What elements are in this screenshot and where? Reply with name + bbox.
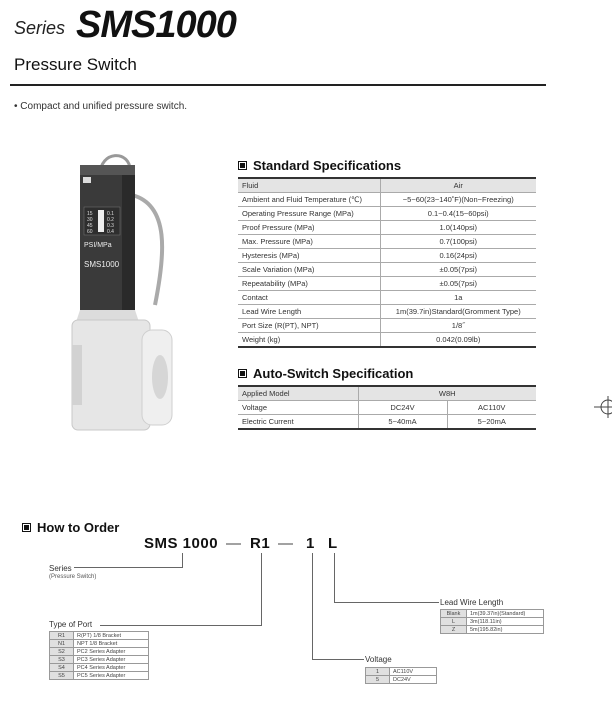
body-label: SMS1000 (84, 260, 120, 269)
table-row (238, 386, 536, 401)
standard-specs-table (238, 177, 536, 348)
spec-label: Port Size (R(PT), NPT) (238, 319, 380, 333)
table-row (366, 668, 437, 676)
code-desc: PC3 Series Adapter (74, 656, 149, 664)
code-key: S2 (50, 648, 74, 656)
series-word: Series (14, 18, 66, 38)
lead-wire-table (440, 609, 544, 634)
code-key: S4 (50, 664, 74, 672)
table-row (441, 618, 544, 626)
standard-specs-heading (238, 158, 401, 173)
auto-switch-title: Auto-Switch Specification (253, 366, 414, 381)
product-illustration (60, 145, 190, 440)
scale-value: 0.1 (107, 211, 114, 217)
table-row (238, 193, 536, 207)
code-key: Blank (441, 610, 467, 618)
spec-label: Weight (kg) (238, 333, 380, 348)
code-key: Z (441, 626, 467, 634)
table-row (238, 277, 536, 291)
code-key: 5 (366, 676, 390, 684)
unit-label: PSI/MPa (84, 242, 112, 249)
code-key: S3 (50, 656, 74, 664)
applied-model-value: W8H (358, 386, 536, 401)
dial-slider (98, 210, 104, 232)
table-row (238, 263, 536, 277)
spec-label: Voltage (238, 401, 358, 415)
order-code-dash: — (226, 535, 242, 552)
spec-label: Max. Pressure (MPa) (238, 235, 380, 249)
connector-line (312, 659, 364, 660)
spec-value: 1m(39.7in)Standard(Gromment Type) (380, 305, 536, 319)
order-code-dash: — (278, 535, 294, 552)
spec-value: Air (380, 178, 536, 193)
scale-value: 45 (87, 223, 93, 229)
table-row (238, 178, 536, 193)
table-row (238, 333, 536, 348)
spec-value: 5~20mA (447, 415, 536, 430)
spec-value: 1a (380, 291, 536, 305)
how-to-order-title: How to Order (37, 520, 120, 535)
code-desc: PC2 Series Adapter (74, 648, 149, 656)
order-code-model: SMS 1000 (144, 535, 219, 552)
scale-value: 0.3 (107, 223, 114, 229)
connector-line (334, 602, 439, 603)
table-row (238, 221, 536, 235)
table-row (50, 656, 149, 664)
code-desc: PC4 Series Adapter (74, 664, 149, 672)
voltage-title: Voltage (365, 655, 392, 664)
connector-line (74, 567, 183, 568)
table-row (50, 672, 149, 680)
table-row (238, 305, 536, 319)
code-key: L (441, 618, 467, 626)
page-title: SMS1000 (76, 4, 236, 46)
spec-value: 0.16(24psi) (380, 249, 536, 263)
table-row (238, 415, 536, 430)
table-row (50, 648, 149, 656)
spec-label: Operating Pressure Range (MPa) (238, 207, 380, 221)
order-code-voltage: 1 (306, 535, 315, 552)
code-key: N1 (50, 640, 74, 648)
code-desc: PC5 Series Adapter (74, 672, 149, 680)
scale-value: 30 (87, 217, 93, 223)
code-desc: NPT 1/8 Bracket (74, 640, 149, 648)
spec-value: 1/8˝ (380, 319, 536, 333)
scale-value: 15 (87, 211, 93, 217)
code-desc: 1m(39.37in)(Standard) (467, 610, 544, 618)
spec-label: Contact (238, 291, 380, 305)
code-desc: 5m(195.82in) (467, 626, 544, 634)
spec-value: ±0.05(7psi) (380, 263, 536, 277)
page-subtitle: Pressure Switch (14, 55, 137, 74)
spec-value: AC110V (447, 401, 536, 415)
spec-value: 5~40mA (358, 415, 447, 430)
series-label: Series (49, 564, 72, 573)
registration-mark-icon (594, 396, 612, 418)
spec-value: ±0.05(7psi) (380, 277, 536, 291)
standard-specs-title: Standard Specifications (253, 158, 402, 173)
connector-line (261, 553, 262, 625)
type-of-port-table (49, 631, 149, 680)
scale-value: 0.2 (107, 217, 114, 223)
spec-value: 1.0(140psi) (380, 221, 536, 235)
spec-value: DC24V (358, 401, 447, 415)
connector-line (100, 625, 262, 626)
scale-value: 60 (87, 229, 93, 235)
auto-switch-heading (238, 366, 413, 381)
auto-switch-table (238, 385, 536, 430)
table-row (238, 249, 536, 263)
adapter-block (72, 320, 150, 430)
code-desc: 3m(118.11in) (467, 618, 544, 626)
spec-label: Hysteresis (MPa) (238, 249, 380, 263)
scale-value: 0.4 (107, 229, 114, 235)
table-row (238, 207, 536, 221)
connector-line (312, 553, 313, 659)
code-key: R1 (50, 632, 74, 640)
applied-model-label: Applied Model (238, 386, 358, 401)
table-row (238, 401, 536, 415)
spec-value: 0.7(100psi) (380, 235, 536, 249)
cable-side (132, 195, 162, 305)
spec-label: Electric Current (238, 415, 358, 430)
spec-label: Lead Wire Length (238, 305, 380, 319)
code-desc: R(PT) 1/8 Bracket (74, 632, 149, 640)
square-bullet-icon (238, 161, 247, 170)
lead-wire-title: Lead Wire Length (440, 598, 504, 607)
spec-label: Proof Pressure (MPa) (238, 221, 380, 235)
spec-value: −5~60(23~140˚F)(Non−Freezing) (380, 193, 536, 207)
table-row (441, 610, 544, 618)
table-row (441, 626, 544, 634)
order-code-lead: L (328, 535, 338, 552)
order-code-port: R1 (250, 535, 271, 552)
code-desc: DC24V (390, 676, 437, 684)
connector-line (334, 553, 335, 602)
square-bullet-icon (22, 523, 31, 532)
feature-bullet: • Compact and unified pressure switch. (14, 101, 188, 112)
series-sub-label: (Pressure Switch) (49, 574, 97, 580)
table-row (238, 235, 536, 249)
spec-value: 0.042(0.09lb) (380, 333, 536, 348)
table-row (238, 319, 536, 333)
spec-label: Repeatability (MPa) (238, 277, 380, 291)
table-row (238, 291, 536, 305)
code-desc: AC110V (390, 668, 437, 676)
spec-label: Ambient and Fluid Temperature (℃) (238, 193, 380, 207)
title-divider (10, 84, 546, 86)
spec-label: Scale Variation (MPa) (238, 263, 380, 277)
type-of-port-title: Type of Port (49, 620, 93, 629)
table-row (50, 640, 149, 648)
connector-line (182, 553, 183, 567)
spec-value: 0.1~0.4(15~60psi) (380, 207, 536, 221)
table-row (50, 632, 149, 640)
code-key: 1 (366, 668, 390, 676)
code-key: S5 (50, 672, 74, 680)
spec-label: Fluid (238, 178, 380, 193)
square-bullet-icon (238, 369, 247, 378)
terminal-icon (83, 177, 91, 183)
voltage-table (365, 667, 437, 684)
how-to-order-heading (22, 520, 119, 535)
table-row (50, 664, 149, 672)
table-row (366, 676, 437, 684)
